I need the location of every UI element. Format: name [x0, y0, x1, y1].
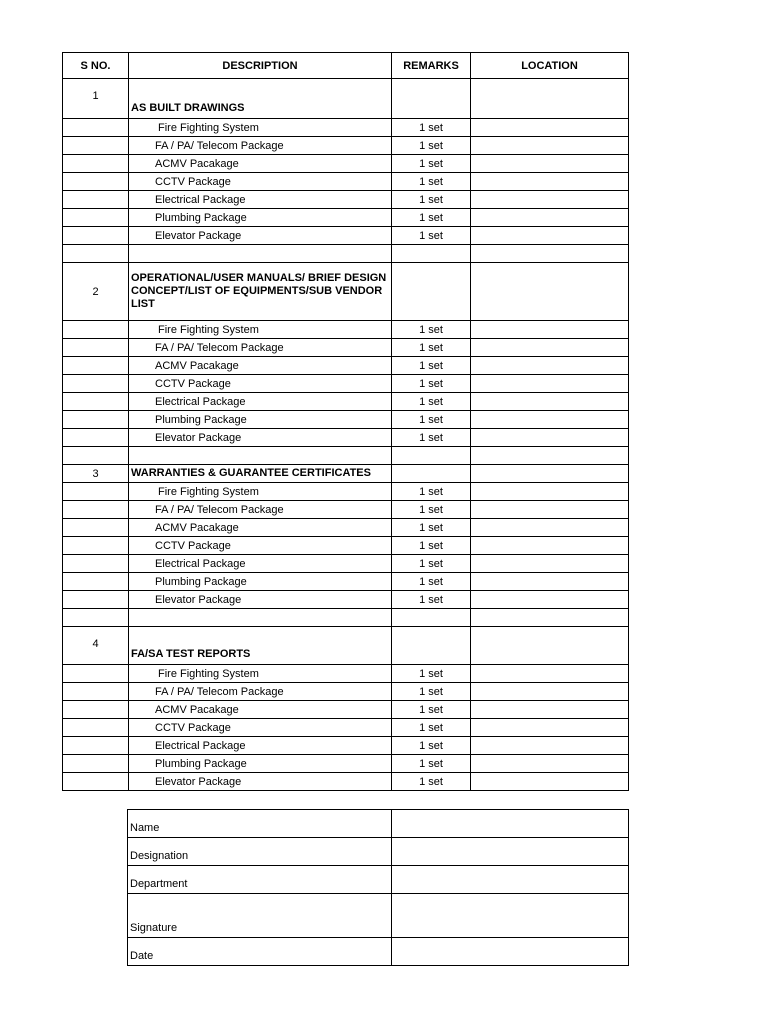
item-location[interactable] — [471, 227, 629, 245]
table-row — [63, 591, 629, 609]
item-location[interactable] — [471, 357, 629, 375]
table-row — [63, 339, 629, 357]
section-sno: 1 — [63, 79, 129, 119]
item-description: Plumbing Package — [129, 573, 392, 591]
header-description: DESCRIPTION — [129, 53, 392, 79]
item-remarks: 1 set — [392, 227, 471, 245]
item-description: Elevator Package — [129, 227, 392, 245]
section-row — [63, 465, 629, 483]
item-remarks: 1 set — [392, 209, 471, 227]
section-row — [63, 263, 629, 321]
item-remarks: 1 set — [392, 375, 471, 393]
table-row — [63, 321, 629, 339]
item-description: Electrical Package — [129, 393, 392, 411]
spacer-row — [63, 447, 629, 465]
item-location[interactable] — [471, 155, 629, 173]
signoff-row-name — [128, 810, 629, 838]
handover-checklist-table — [62, 52, 629, 791]
item-description: Plumbing Package — [129, 209, 392, 227]
item-description: ACMV Pacakage — [129, 701, 392, 719]
item-description: Fire Fighting System — [129, 483, 392, 501]
header-sno: S NO. — [63, 53, 129, 79]
table-row — [63, 501, 629, 519]
section-remarks-cell — [392, 79, 471, 119]
item-remarks: 1 set — [392, 665, 471, 683]
section-location-cell — [471, 465, 629, 483]
table-row — [63, 737, 629, 755]
section-title: FA/SA TEST REPORTS — [129, 627, 392, 665]
item-remarks: 1 set — [392, 357, 471, 375]
item-location[interactable] — [471, 429, 629, 447]
table-row — [63, 701, 629, 719]
department-field[interactable] — [392, 866, 629, 894]
header-location: LOCATION — [471, 53, 629, 79]
item-remarks: 1 set — [392, 683, 471, 701]
item-description: CCTV Package — [129, 719, 392, 737]
section-row — [63, 627, 629, 665]
item-remarks: 1 set — [392, 411, 471, 429]
item-remarks: 1 set — [392, 755, 471, 773]
table-row — [63, 209, 629, 227]
item-location[interactable] — [471, 119, 629, 137]
item-location[interactable] — [471, 555, 629, 573]
table-row — [63, 429, 629, 447]
section-title: AS BUILT DRAWINGS — [129, 79, 392, 119]
item-location[interactable] — [471, 665, 629, 683]
item-location[interactable] — [471, 755, 629, 773]
item-description: Elevator Package — [129, 591, 392, 609]
table-row — [63, 519, 629, 537]
item-description: ACMV Pacakage — [129, 155, 392, 173]
item-remarks: 1 set — [392, 519, 471, 537]
spacer-row — [63, 609, 629, 627]
item-remarks: 1 set — [392, 573, 471, 591]
item-remarks: 1 set — [392, 155, 471, 173]
table-row — [63, 191, 629, 209]
table-row — [63, 773, 629, 791]
table-row — [63, 665, 629, 683]
signoff-row-department — [128, 866, 629, 894]
table-row — [63, 137, 629, 155]
item-remarks: 1 set — [392, 537, 471, 555]
item-remarks: 1 set — [392, 773, 471, 791]
section-row — [63, 79, 629, 119]
item-location[interactable] — [471, 773, 629, 791]
item-remarks: 1 set — [392, 119, 471, 137]
item-description: Fire Fighting System — [129, 321, 392, 339]
date-field[interactable] — [392, 938, 629, 966]
item-description: Electrical Package — [129, 555, 392, 573]
section-sno: 4 — [63, 627, 129, 665]
item-description: ACMV Pacakage — [129, 519, 392, 537]
section-remarks-cell — [392, 263, 471, 321]
section-title: OPERATIONAL/USER MANUALS/ BRIEF DESIGN CONCEPT/LIST OF EQUIPMENTS/SUB VENDOR LIST — [129, 263, 392, 321]
item-location[interactable] — [471, 683, 629, 701]
name-field[interactable] — [392, 810, 629, 838]
item-location[interactable] — [471, 501, 629, 519]
table-row — [63, 537, 629, 555]
date-label: Date — [128, 938, 392, 966]
item-remarks: 1 set — [392, 191, 471, 209]
item-remarks: 1 set — [392, 137, 471, 155]
item-remarks: 1 set — [392, 555, 471, 573]
item-location[interactable] — [471, 737, 629, 755]
item-description: Plumbing Package — [129, 755, 392, 773]
header-row — [63, 53, 629, 79]
section-title: WARRANTIES & GUARANTEE CERTIFICATES — [129, 465, 392, 483]
section-sno: 3 — [63, 465, 129, 483]
item-description: Elevator Package — [129, 429, 392, 447]
item-location[interactable] — [471, 321, 629, 339]
item-description: Electrical Package — [129, 737, 392, 755]
signature-field[interactable] — [392, 894, 629, 938]
signature-label: Signature — [128, 894, 392, 938]
section-remarks-cell — [392, 627, 471, 665]
item-location[interactable] — [471, 719, 629, 737]
item-location[interactable] — [471, 375, 629, 393]
item-location[interactable] — [471, 591, 629, 609]
item-location[interactable] — [471, 519, 629, 537]
section-location-cell — [471, 79, 629, 119]
item-remarks: 1 set — [392, 501, 471, 519]
item-description: Fire Fighting System — [129, 665, 392, 683]
item-description: ACMV Pacakage — [129, 357, 392, 375]
item-description: FA / PA/ Telecom Package — [129, 339, 392, 357]
item-location[interactable] — [471, 339, 629, 357]
item-description: Elevator Package — [129, 773, 392, 791]
table-row — [63, 555, 629, 573]
item-remarks: 1 set — [392, 701, 471, 719]
item-description: Electrical Package — [129, 191, 392, 209]
table-row — [63, 173, 629, 191]
table-row — [63, 719, 629, 737]
item-remarks: 1 set — [392, 737, 471, 755]
item-remarks: 1 set — [392, 591, 471, 609]
item-description: CCTV Package — [129, 173, 392, 191]
signoff-row-date — [128, 938, 629, 966]
item-remarks: 1 set — [392, 339, 471, 357]
item-location[interactable] — [471, 209, 629, 227]
item-location[interactable] — [471, 393, 629, 411]
table-row — [63, 155, 629, 173]
item-remarks: 1 set — [392, 429, 471, 447]
table-row — [63, 119, 629, 137]
header-remarks: REMARKS — [392, 53, 471, 79]
table-row — [63, 573, 629, 591]
signoff-table — [127, 809, 629, 966]
section-remarks-cell — [392, 465, 471, 483]
department-label: Department — [128, 866, 392, 894]
item-location[interactable] — [471, 137, 629, 155]
spacer-row — [63, 245, 629, 263]
item-description: CCTV Package — [129, 375, 392, 393]
item-description: FA / PA/ Telecom Package — [129, 137, 392, 155]
item-location[interactable] — [471, 701, 629, 719]
table-row — [63, 755, 629, 773]
item-description: FA / PA/ Telecom Package — [129, 501, 392, 519]
table-row — [63, 411, 629, 429]
table-row — [63, 683, 629, 701]
name-label: Name — [128, 810, 392, 838]
item-remarks: 1 set — [392, 393, 471, 411]
section-location-cell — [471, 263, 629, 321]
item-description: CCTV Package — [129, 537, 392, 555]
item-location[interactable] — [471, 537, 629, 555]
item-location[interactable] — [471, 173, 629, 191]
item-remarks: 1 set — [392, 719, 471, 737]
section-location-cell — [471, 627, 629, 665]
item-description: FA / PA/ Telecom Package — [129, 683, 392, 701]
table-row — [63, 393, 629, 411]
table-row — [63, 375, 629, 393]
item-location[interactable] — [471, 483, 629, 501]
item-location[interactable] — [471, 191, 629, 209]
designation-field[interactable] — [392, 838, 629, 866]
item-description: Fire Fighting System — [129, 119, 392, 137]
table-row — [63, 483, 629, 501]
table-row — [63, 227, 629, 245]
item-description: Plumbing Package — [129, 411, 392, 429]
item-location[interactable] — [471, 411, 629, 429]
section-sno: 2 — [63, 263, 129, 321]
table-row — [63, 357, 629, 375]
designation-label: Designation — [128, 838, 392, 866]
item-location[interactable] — [471, 573, 629, 591]
item-remarks: 1 set — [392, 483, 471, 501]
signoff-row-designation — [128, 838, 629, 866]
item-remarks: 1 set — [392, 173, 471, 191]
item-remarks: 1 set — [392, 321, 471, 339]
signoff-row-signature — [128, 894, 629, 938]
